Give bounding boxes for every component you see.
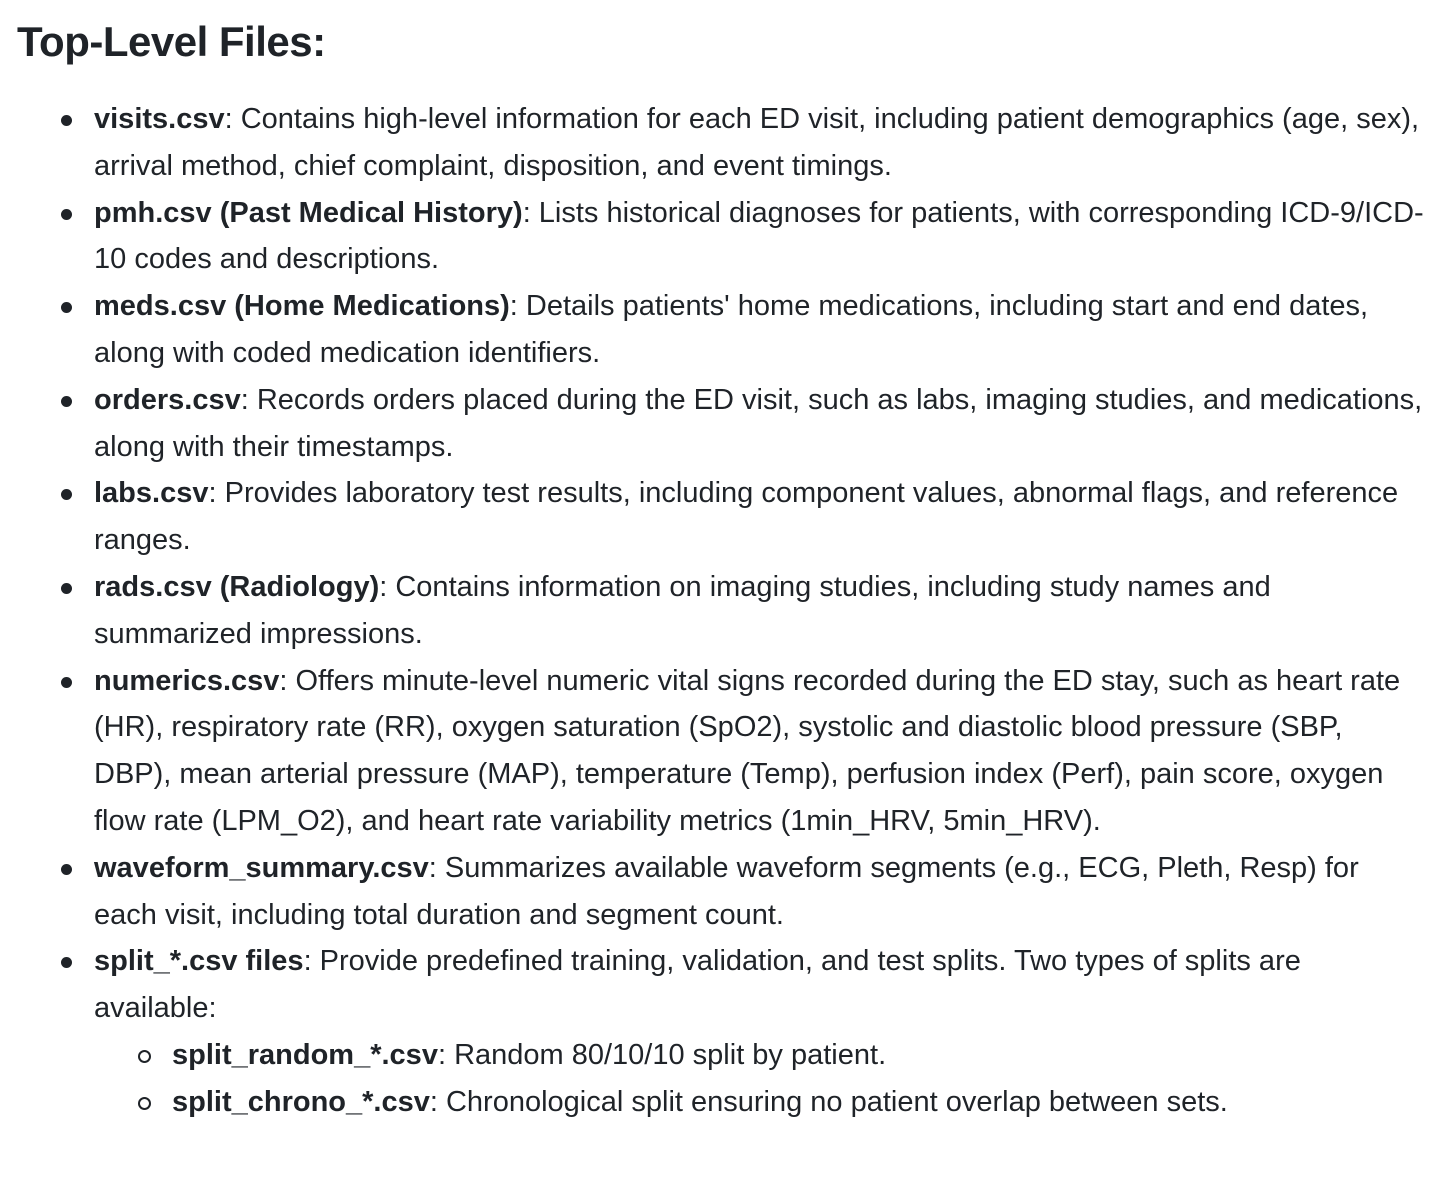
file-name: split_chrono_*.csv: [172, 1085, 430, 1118]
list-item-meds: [17, 283, 1456, 377]
file-description: : Provides laboratory test results, including component values, abnormal flags, and reference ranges.: [94, 477, 1399, 557]
list-item-visits: [17, 96, 1456, 190]
list-item-waveform-summary: [17, 845, 1456, 939]
file-name: split_random_*.csv: [172, 1038, 438, 1071]
split-sub-list: [94, 1032, 1426, 1126]
file-description: : Lists historical diagnoses for patients, with corresponding ICD-9/ICD-10 codes and descriptions.: [94, 196, 1424, 276]
list-item-labs: [17, 470, 1456, 564]
list-item-numerics: [17, 658, 1456, 845]
file-name: orders.csv: [94, 383, 241, 416]
sub-list-item-split-chrono: [94, 1079, 1426, 1126]
file-description: : Contains high-level information for each ED visit, including patient demographics (age, sex), arrival method, chief complaint, disposition, and event timings.: [94, 103, 1420, 182]
list-item-pmh: [17, 190, 1456, 284]
file-description: : Offers minute-level numeric vital signs recorded during the ED stay, such as heart rate (HR), respiratory rate (RR), oxygen saturation (SpO2), systolic and diastolic blood pressure (SBP, DBP), mean arterial pressure (MAP), temperature (Temp), perfusion index (Perf), pain score, oxygen flow rate (LPM_O2), and heart rate variability metrics (1min_HRV, 5min_HRV).: [94, 664, 1401, 837]
file-description: : Provide predefined training, validation, and test splits. Two types of splits are available:: [94, 945, 1301, 1025]
list-item-rads: [17, 564, 1456, 658]
file-list: [17, 96, 1456, 1126]
sub-list-item-split-random: [94, 1032, 1426, 1079]
file-description: : Random 80/10/10 split by patient.: [437, 1038, 887, 1071]
file-name: rads.csv (Radiology): [94, 570, 380, 603]
file-name: visits.csv: [94, 103, 225, 135]
file-description: : Contains information on imaging studies, including study names and summarized impressions.: [94, 570, 1271, 650]
file-description: : Details patients' home medications, including start and end dates, along with coded medication identifiers.: [94, 290, 1369, 369]
file-description: : Summarizes available waveform segments (e.g., ECG, Pleth, Resp) for each visit, including total duration and segment count.: [94, 851, 1359, 931]
file-name: meds.csv (Home Medications): [94, 290, 510, 323]
file-name: split_*.csv files: [94, 945, 304, 978]
list-item-splits: [17, 938, 1456, 1125]
section-heading: Top-Level Files:: [17, 18, 326, 65]
list-item-orders: [17, 377, 1456, 471]
file-description: : Chronological split ensuring no patient overlap between sets.: [429, 1085, 1228, 1118]
file-name: waveform_summary.csv: [94, 851, 429, 884]
file-name: labs.csv: [94, 477, 209, 510]
file-description: : Records orders placed during the ED visit, such as labs, imaging studies, and medications, along with their timestamps.: [94, 383, 1423, 463]
file-name: pmh.csv (Past Medical History): [94, 196, 523, 229]
file-name: numerics.csv: [94, 664, 280, 697]
